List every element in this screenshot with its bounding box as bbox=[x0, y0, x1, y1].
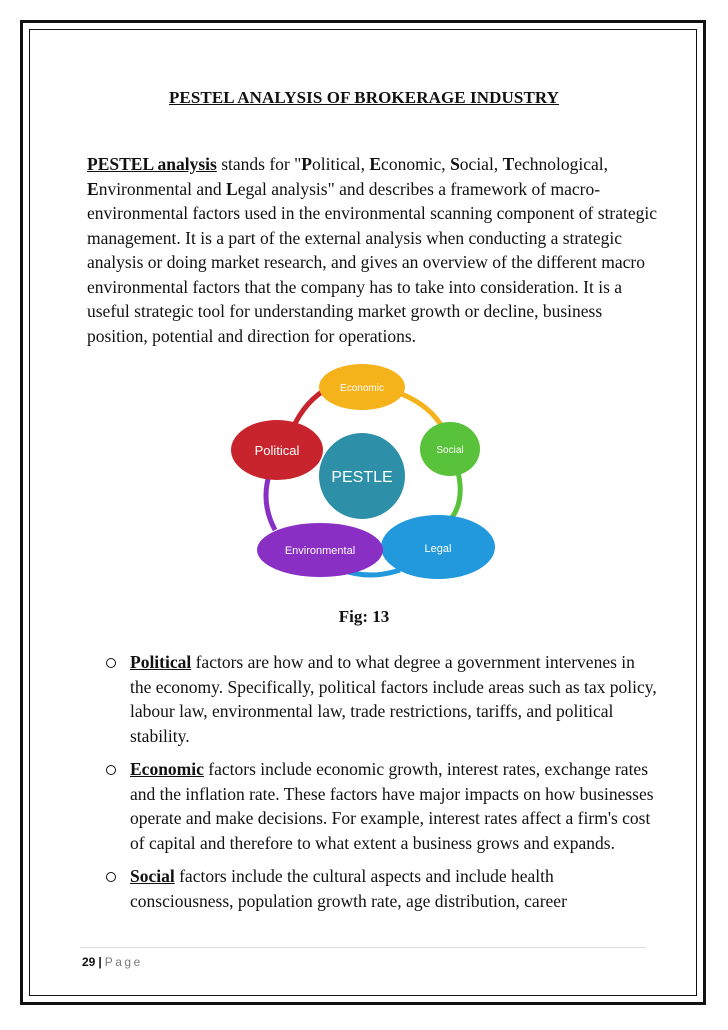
list-item-economic: Economic factors include economic growth, interest rates, exchange rates and the inflation rate. These factors have major impacts on how businesses operate and make decisions. For example, interest rates affect a firm's cost of capital and therefore to what extent a business grows and expands. bbox=[130, 757, 660, 855]
page-number: 29 bbox=[82, 955, 96, 969]
page-title: PESTEL ANALYSIS OF BROKERAGE INDUSTRY bbox=[168, 88, 560, 107]
pestle-center-label: PESTLE bbox=[331, 469, 393, 486]
legal-label: Legal bbox=[424, 543, 452, 555]
arc-social-legal bbox=[450, 472, 460, 520]
page-label: Page bbox=[104, 955, 143, 969]
bullet-dot-icon bbox=[106, 872, 116, 882]
list-item-political: Political factors are how and to what degree a government intervenes in the economy. Specifically, political factors include areas such as tax policy, labour law, environmental law, trade restrictions, tariffs, and political stability. bbox=[130, 650, 660, 748]
pestle-diagram bbox=[230, 362, 500, 584]
footer-divider bbox=[80, 947, 646, 948]
bullet-dot-icon bbox=[106, 658, 116, 668]
intro-paragraph: PESTEL analysis stands for "Political, Economic, Social, Technological, Environmental and Legal analysis" and describes a framework of macro-environmental factors used in the environmental scanning component of strategic management. It is a part of the external analysis when conducting a strategic analysis or doing market research, and gives an overview of the different macro environmental factors that the company has to take into consideration. It is a useful strategic tool for understanding market growth or decline, business position, potential and direction for operations. bbox=[87, 154, 658, 346]
list-item-social: Social factors include the cultural aspects and include health consciousness, population growth rate, age distribution, career bbox=[130, 864, 660, 913]
figure-caption: Fig: 13 bbox=[338, 607, 390, 626]
social-label: Social bbox=[436, 445, 464, 456]
bullet-dot-icon bbox=[106, 765, 116, 775]
page-footer bbox=[82, 955, 143, 969]
environmental-label: Environmental bbox=[284, 545, 356, 557]
footer-separator: | bbox=[98, 955, 102, 969]
intro-term: PESTEL analysis bbox=[87, 154, 217, 174]
economic-label: Economic bbox=[340, 383, 384, 394]
political-label: Political bbox=[254, 443, 300, 458]
factor-list bbox=[130, 650, 660, 922]
arc-environmental-political bbox=[266, 472, 275, 530]
